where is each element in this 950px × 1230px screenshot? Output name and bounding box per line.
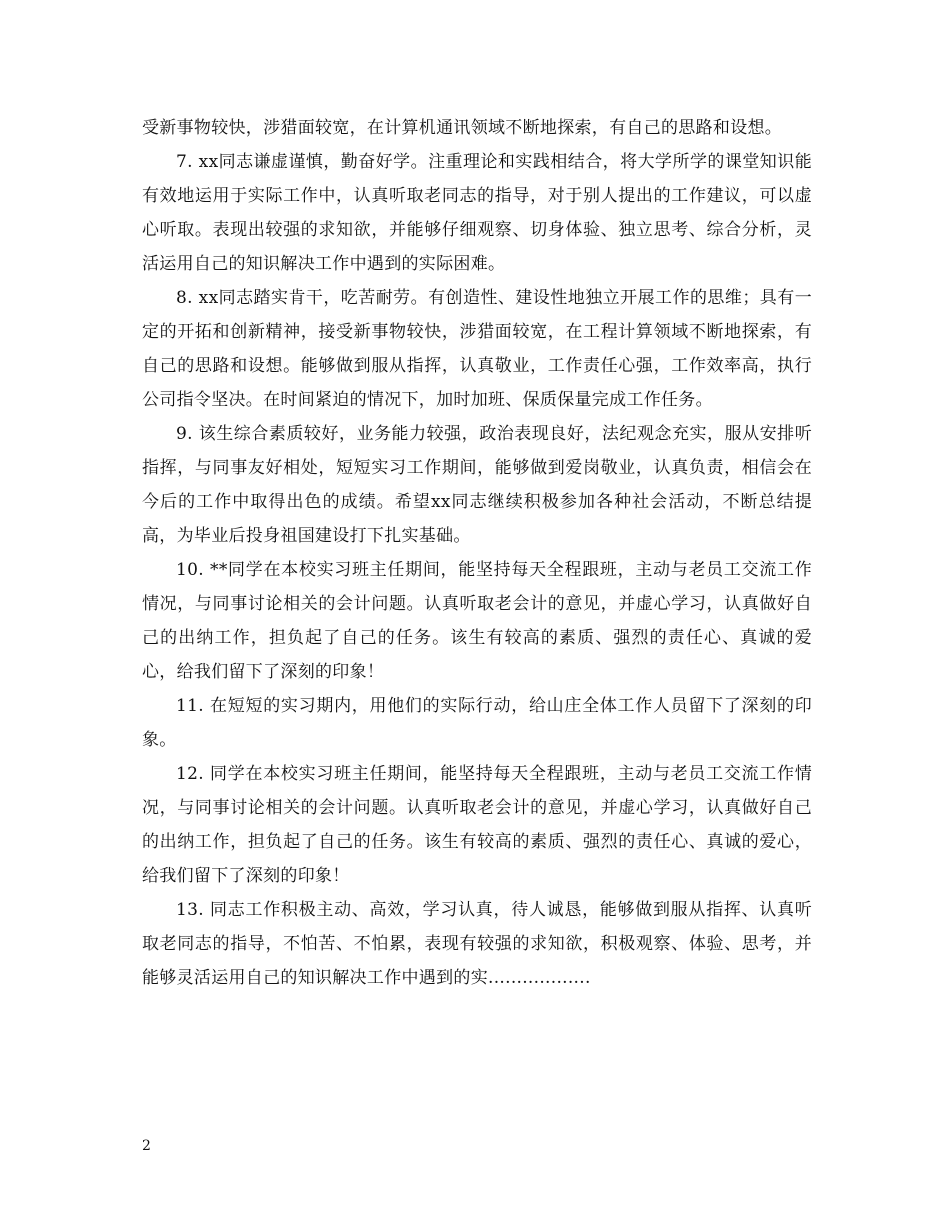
paragraph-item-12: 12. 同学在本校实习班主任期间，能坚持每天全程跟班，主动与老员工交流工作情况，与同事讨论相关的会计问题。认真听取老会计的意见，并虚心学习，认真做好自己的出纳工作，担负起了自己的任务。该生有较高的素质、强烈的责任心、真诚的爱心，给我们留下了深刻的印象！ <box>142 764 812 886</box>
paragraph-item-11: 11. 在短短的实习期内，用他们的实际行动，给山庄全体工作人员留下了深刻的印象。 <box>142 696 812 750</box>
paragraph-item-7: 7. xx同志谦虚谨慎，勤奋好学。注重理论和实践相结合，将大学所学的课堂知识能有效地运用于实际工作中，认真听取老同志的指导，对于别人提出的工作建议，可以虚心听取。表现出较强的求知欲，并能够仔细观察、切身体验、独立思考、综合分析，灵活运用自己的知识解决工作中遇到的实际困难。 <box>142 152 812 274</box>
paragraph-item-10: 10. **同学在本校实习班主任期间，能坚持每天全程跟班，主动与老员工交流工作情况，与同事讨论相关的会计问题。认真听取老会计的意见，并虚心学习，认真做好自己的出纳工作，担负起了自己的任务。该生有较高的素质、强烈的责任心、真诚的爱心，给我们留下了深刻的印象！ <box>142 560 812 682</box>
document-body <box>142 111 812 995</box>
paragraph-item-8: 8. xx同志踏实肯干，吃苦耐劳。有创造性、建设性地独立开展工作的思维；具有一定的开拓和创新精神，接受新事物较快，涉猎面较宽，在工程计算领域不断地探索，有自己的思路和设想。能够做到服从指挥，认真敬业，工作责任心强，工作效率高，执行公司指令坚决。在时间紧迫的情况下，加时加班、保质保量完成工作任务。 <box>142 288 812 410</box>
page-number: 2 <box>142 1138 151 1154</box>
paragraph-continuation: 受新事物较快，涉猎面较宽，在计算机通讯领域不断地探索，有自己的思路和设想。 <box>142 118 783 138</box>
paragraph-item-13: 13. 同志工作积极主动、高效，学习认真，待人诚恳，能够做到服从指挥、认真听取老同志的指导，不怕苦、不怕累，表现有较强的求知欲，积极观察、体验、思考，并能够灵活运用自己的知识解决工作中遇到的实.................. <box>142 900 812 988</box>
paragraph-item-9: 9. 该生综合素质较好，业务能力较强，政治表现良好，法纪观念充实，服从安排听指挥，与同事友好相处，短短实习工作期间，能够做到爱岗敬业，认真负责，相信会在今后的工作中取得出色的成绩。希望xx同志继续积极参加各种社会活动，不断总结提高，为毕业后投身祖国建设打下扎实基础。 <box>142 424 812 546</box>
